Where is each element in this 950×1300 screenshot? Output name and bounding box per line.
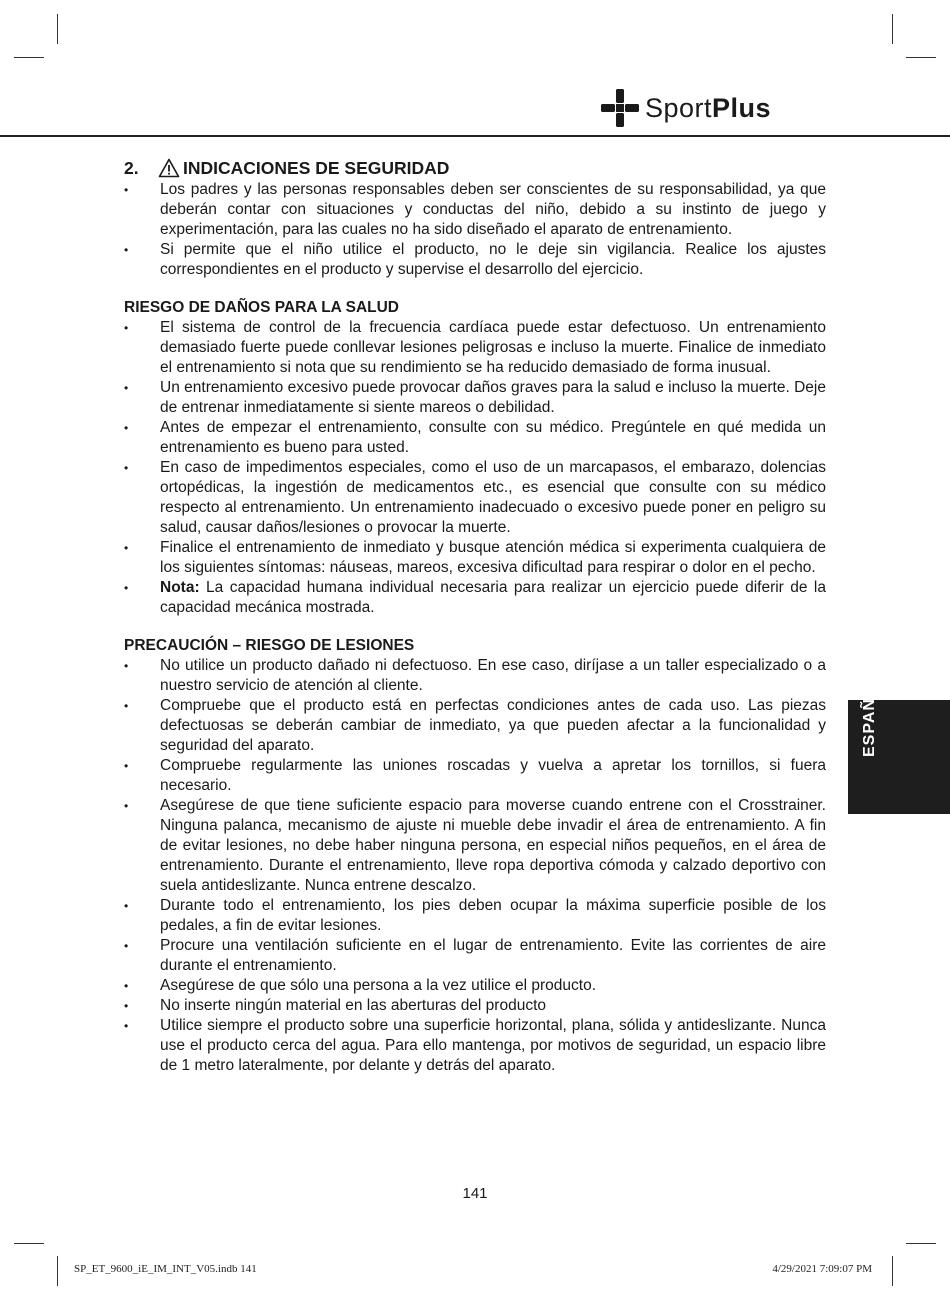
crop-mark <box>14 1243 44 1244</box>
crop-mark <box>57 1256 58 1286</box>
note-item <box>124 578 826 618</box>
list-item: • Compruebe regularmente las uniones roscadas y vuelva a apretar los tornillos, si fuera necesario. <box>124 756 826 796</box>
footer-timestamp: 4/29/2021 7:09:07 PM <box>772 1263 872 1275</box>
page-number: 141 <box>462 1185 488 1202</box>
brand-cross-icon <box>601 89 639 127</box>
crop-mark <box>906 1243 936 1244</box>
warning-icon <box>158 158 180 178</box>
list-item: • En caso de impedimentos especiales, como el uso de un marcapasos, el embarazo, dolencias ortopédicas, la ingestión de medicamentos etc., es esencial que consulte con su médico respecto al entrenamiento. Un entrenamiento inadecuado o excesivo puede poner en peligro su salud, causar daños/lesiones o provocar la muerte. <box>124 458 826 538</box>
section-title: INDICACIONES DE SEGURIDAD <box>183 157 450 178</box>
section-number: 2. <box>124 157 139 178</box>
language-tab <box>848 673 950 814</box>
list-item: • Procure una ventilación suficiente en el lugar de entrenamiento. Evite las corrientes de aire durante el entrenamiento. <box>124 936 826 976</box>
list-item: • Antes de empezar el entrenamiento, consulte con su médico. Pregúntele en qué medida un entrenamiento es bueno para usted. <box>124 418 826 458</box>
injury-risk-heading: PRECAUCIÓN – RIESGO DE LESIONES <box>124 637 415 654</box>
note-label: Nota: <box>160 579 200 596</box>
intro-list <box>124 180 826 280</box>
crop-mark <box>892 14 893 44</box>
brand-name-light: Sport <box>645 92 713 123</box>
list-item: • El sistema de control de la frecuencia cardíaca puede estar defectuoso. Un entrenamiento demasiado fuerte puede conllevar lesiones peligrosas e incluso la muerte. Finalice de inmediato el entrenamiento si nota que su rendimiento se ha reducido demasiado de forma inusual. <box>124 318 826 378</box>
brand-name-bold: Plus <box>712 92 772 123</box>
crop-mark <box>906 57 936 58</box>
note-text: La capacidad humana individual necesaria para realizar un ejercicio puede diferir de la capacidad mecánica mostrada. <box>160 579 826 616</box>
list-item: • Durante todo el entrenamiento, los pies deben ocupar la máxima superficie posible de los pedales, a fin de evitar lesiones. <box>124 896 826 936</box>
list-item: • Finalice el entrenamiento de inmediato y busque atención médica si experimenta cualquiera de los siguientes síntomas: náuseas, mareos, excesiva dificultad para respirar o dolor en el pecho. <box>124 538 826 578</box>
list-item: • Utilice siempre el producto sobre una superficie horizontal, plana, sólida y antideslizante. Nunca use el producto cerca del agua. Para ello mantenga, por motivos de seguridad, un espacio libre de 1 metro lateralmente, por delante y detrás del aparato. <box>124 1016 826 1076</box>
health-risk-list <box>124 318 826 618</box>
list-item: • No inserte ningún material en las aberturas del producto <box>124 996 826 1016</box>
language-tab-label: ESPAÑOL <box>861 673 878 757</box>
header-divider <box>0 135 950 137</box>
list-item: • Los padres y las personas responsables deben ser conscientes de su responsabilidad, ya que deberán contar con situaciones y conductas del niño, debido a su instinto de juego y experimentación, para las cuales no ha sido diseñado el aparato de entrenamiento. <box>124 180 826 240</box>
crop-mark <box>14 57 44 58</box>
brand-logo <box>601 88 771 128</box>
crop-mark <box>892 1256 893 1286</box>
list-item: • No utilice un producto dañado ni defectuoso. En ese caso, diríjase a un taller especializado o a nuestro servicio de atención al cliente. <box>124 656 826 696</box>
injury-risk-list <box>124 656 826 1076</box>
list-item: • Un entrenamiento excesivo puede provocar daños graves para la salud e incluso la muerte. Deje de entrenar inmediatamente si siente mareos o debilidad. <box>124 378 826 418</box>
brand-name <box>645 93 771 124</box>
document-body <box>124 156 826 1076</box>
health-risk-heading: RIESGO DE DAÑOS PARA LA SALUD <box>124 299 399 316</box>
list-item: • Si permite que el niño utilice el producto, no le deje sin vigilancia. Realice los ajustes correspondientes en el producto y supervise el desarrollo del ejercicio. <box>124 240 826 280</box>
footer-file-info: SP_ET_9600_iE_IM_INT_V05.indb 141 <box>74 1263 257 1275</box>
crop-mark <box>57 14 58 44</box>
list-item: • Compruebe que el producto está en perfectas condiciones antes de cada uso. Las piezas defectuosas se deberán cambiar de inmediato, ya que pueden afectar a la funcionalidad y seguridad del aparato. <box>124 696 826 756</box>
list-item: • Asegúrese de que tiene suficiente espacio para moverse cuando entrene con el Crosstrainer. Ninguna palanca, mecanismo de ajuste ni mueble debe invadir el área de entrenamiento. A fin de evitar lesiones, no debe haber ninguna persona, en especial niños pequeños, en el área de entrenamiento. Durante el entrenamiento, lleve ropa deportiva cómoda y calzado deportivo con suela antideslizante. Nunca entrene descalzo. <box>124 796 826 896</box>
section-heading <box>124 156 826 180</box>
list-item: • Asegúrese de que sólo una persona a la vez utilice el producto. <box>124 976 826 996</box>
